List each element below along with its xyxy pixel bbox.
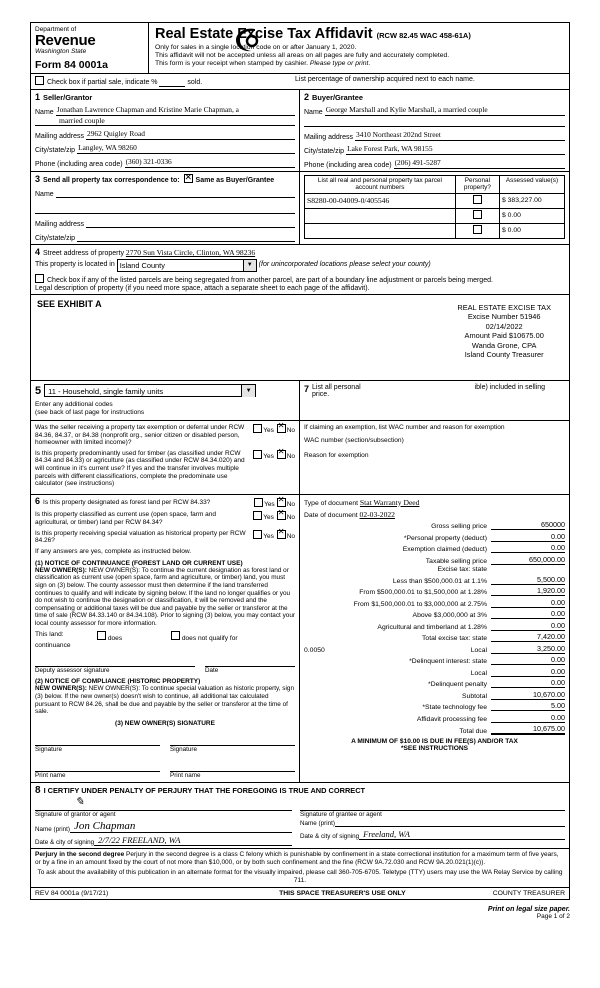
tax-correspondence-section bbox=[30, 172, 570, 245]
no-checkbox[interactable]: ✕ bbox=[277, 450, 286, 459]
question-followup-note: If any answers are yes, complete as instructed below. bbox=[35, 547, 192, 555]
document-date-input[interactable]: 02-03-2022 bbox=[359, 509, 395, 519]
yes-checkbox[interactable] bbox=[254, 498, 263, 507]
header-sub3: This form is your receipt when stamped by cashier. Please type or print. bbox=[155, 60, 371, 68]
page-number: Page 1 of 2 bbox=[536, 912, 570, 920]
delinquent-penalty-value: 0.00 bbox=[491, 678, 565, 688]
land-use-code-select[interactable]: 11 - Household, single family units ▼ bbox=[44, 384, 256, 397]
money-row: Subtotal 10,670.00 bbox=[462, 689, 565, 700]
affidavit-processing-fee-value: 0.00 bbox=[491, 713, 565, 723]
county-select[interactable]: Island County ▼ bbox=[117, 259, 257, 272]
money-row: Gross selling price 650000 bbox=[431, 520, 565, 531]
parcel-number-cell[interactable]: S8280-00-04009-0/405546 bbox=[305, 193, 456, 208]
personal-property-block: 7 List all personal ible) included in selling price. bbox=[304, 384, 545, 398]
header-sub1: Only for sales in a single location code on or after January 1, 2020. bbox=[155, 44, 357, 51]
question-tax-exemption: Was the seller receiving a property tax exemption or deferral under RCW 84.36, 84.37, or 84.38 (nonprofit org., senior citizen or disabled person, homeowner with limited income)? Yes ✕ No bbox=[35, 421, 295, 447]
revenue-logo-icon bbox=[233, 25, 261, 55]
local-tax-value: 3,250.00 bbox=[491, 644, 565, 654]
buyer-name-row: Name George Marshall and Kylie Marshall, a married couple bbox=[304, 105, 565, 116]
form-header bbox=[30, 22, 570, 73]
agency-block bbox=[31, 23, 149, 73]
new-owner-print-1-input[interactable] bbox=[35, 760, 160, 772]
buyer-city-row: City/state/zip Lake Forest Park, WA 98155 bbox=[304, 144, 565, 155]
seller-name-line2[interactable]: married couple bbox=[35, 116, 295, 126]
does-checkbox[interactable] bbox=[97, 631, 106, 640]
partial-sale-checkbox[interactable] bbox=[35, 76, 44, 85]
money-row: *State technology fee 5.00 bbox=[422, 701, 565, 712]
revenue-label: Revenue bbox=[35, 32, 96, 49]
personal-checkbox[interactable] bbox=[473, 195, 482, 204]
continuance-title-3: (3) NEW OWNER(S) SIGNATURE bbox=[115, 719, 215, 727]
page-title: Real Estate Excise Tax Affidavit (RCW 82.45 WAC 458-61A) bbox=[155, 26, 471, 42]
total-due-value: 10,675.00 bbox=[491, 724, 565, 735]
form-number: Form 84 0001a bbox=[35, 59, 108, 71]
no-checkbox[interactable]: ✕ bbox=[277, 530, 286, 539]
grantor-date-city-input[interactable]: 2/7/22 FREELAND, WA bbox=[94, 835, 292, 846]
segregated-checkbox[interactable] bbox=[35, 274, 44, 283]
corr-city-row: City/state/zip bbox=[35, 231, 295, 242]
money-row: Total due 10,675.00 bbox=[459, 724, 565, 736]
historic-yesno[interactable]: Yes ✕ No bbox=[252, 530, 295, 545]
grantor-name-print-input[interactable]: Jon Chapman bbox=[70, 820, 292, 833]
question-forest-land: 6 Is this property designated as forest land per RCW 84.33? Yes ✕ No bbox=[35, 494, 295, 508]
money-row: Above $3,000,000 at 3% 0.00 bbox=[412, 609, 565, 620]
tax-calculation-block bbox=[300, 495, 569, 782]
yes-checkbox[interactable] bbox=[253, 530, 262, 539]
no-checkbox[interactable]: ✕ bbox=[277, 511, 286, 520]
seller-heading: 1 Seller/Grantor bbox=[35, 92, 93, 102]
segregated-row: Check box if any of the listed parcels are being segregated from another parcel, are part of a boundary line adjustment or parcels being merged. bbox=[35, 274, 565, 284]
assessed-value-cell[interactable]: $ 0.00 bbox=[499, 223, 564, 238]
money-row: Local 0.00 bbox=[470, 666, 565, 677]
corr-name-row: Name bbox=[35, 187, 295, 198]
chevron-down-icon[interactable]: ▼ bbox=[243, 260, 256, 271]
perjury-line1: Perjury in the second degree Perjury in the second degree is a class C felony which is punishable by confinement in a state correctional institution for a maximum term of five years, or by a fine in an amount fixed by the court of not more than $10,000, or by both such confinement and the fine (RCW 9A.72.030 and RCW 9A.20.021(1)(c)). bbox=[35, 850, 559, 866]
corr-mailing-input[interactable] bbox=[86, 217, 295, 228]
money-row: Taxable selling price 650,000.00 bbox=[425, 554, 565, 565]
corr-mailing-row: Mailing address bbox=[35, 217, 295, 228]
unincorporated-note: (for unincorporated locations please select your county) bbox=[258, 261, 431, 268]
seller-mailing-row: Mailing address 2962 Quigley Road bbox=[35, 129, 295, 140]
new-owner-signature-2-input[interactable] bbox=[170, 734, 295, 746]
money-row: Affidavit processing fee 0.00 bbox=[416, 712, 565, 723]
partial-sale-row bbox=[30, 73, 570, 89]
designation-and-tax-section bbox=[30, 495, 570, 783]
money-row: Less than $500,000.01 at 1.1% 5,500.00 bbox=[392, 574, 565, 585]
question-current-use: Is this property classified as current use (open space, farm and agricultural, or timber) land per RCW 84.34? Yes ✕ No bbox=[35, 508, 295, 526]
table-row bbox=[305, 193, 565, 208]
yes-checkbox[interactable] bbox=[253, 511, 262, 520]
exemption-claimed-value[interactable]: 0.00 bbox=[491, 543, 565, 553]
seller-name-row: Name Jonathan Lawrence Chapman and Kristine Marie Chapman, a bbox=[35, 105, 295, 116]
street-address-input[interactable]: 2770 Sun Vista Circle, Clinton, WA 98236 bbox=[125, 248, 256, 257]
left-questions bbox=[31, 421, 300, 494]
tier3-value: 0.00 bbox=[491, 598, 565, 608]
personal-property-cell[interactable] bbox=[455, 193, 499, 208]
parties-section bbox=[30, 89, 570, 172]
personal-property-cell[interactable] bbox=[455, 223, 499, 238]
question-historic: Is this property receiving special valuation as historical property per RCW 84.26? Yes ✕ No bbox=[35, 526, 295, 545]
print-note: Print on legal size paper. Page 1 of 2 bbox=[30, 906, 570, 920]
money-row: *Delinquent penalty 0.00 bbox=[428, 678, 565, 689]
buyer-name-input[interactable]: George Marshall and Kylie Marshall, a married couple bbox=[325, 105, 565, 116]
buyer-mailing-input[interactable]: 3410 Northeast 202nd Street bbox=[355, 130, 565, 141]
personal-col-header: Personal property? bbox=[455, 176, 499, 194]
form-footer bbox=[30, 888, 570, 900]
continuance-title-1: (1) NOTICE OF CONTINUANCE (FOREST LAND OR CURRENT USE) bbox=[35, 559, 243, 567]
grantee-date-city-input[interactable]: Freeland, WA bbox=[359, 829, 565, 840]
document-type-row: Type of document Stat Warranty Deed bbox=[304, 497, 420, 507]
subtotal-value: 10,670.00 bbox=[491, 690, 565, 700]
money-row: Total excise tax: state 7,420.00 bbox=[422, 632, 565, 643]
legal-desc-note: Legal description of property (if you need more space, attach a separate sheet to each page of the affidavit). bbox=[35, 285, 370, 292]
street-address-row: 4 Street address of property 2770 Sun Vista Circle, Clinton, WA 98236 bbox=[35, 247, 256, 257]
continuance-title-2: (2) NOTICE OF COMPLIANCE (HISTORIC PROPERTY) bbox=[35, 678, 201, 686]
buyer-name-line2[interactable] bbox=[304, 116, 565, 127]
table-row bbox=[305, 223, 565, 238]
current-use-yesno[interactable]: Yes ✕ No bbox=[252, 511, 295, 526]
personal-property-cell[interactable] bbox=[455, 208, 499, 223]
legal-description-text: SEE EXHIBIT A bbox=[37, 299, 102, 309]
title-block bbox=[149, 23, 569, 71]
buyer-phone-row: Phone (including area code) (206) 491-5287 bbox=[304, 158, 565, 169]
header-sub2: This affidavit will not be accepted unless all areas on all pages are fully and accurately completed. bbox=[155, 52, 450, 60]
tier4-value: 0.00 bbox=[491, 609, 565, 619]
minimum-due-note: A MINIMUM OF $10.00 IS DUE IN FEE(S) AND/OR TAX bbox=[351, 738, 518, 746]
county-row: This property is located in Island County ▼ (for unincorporated locations please select your county) bbox=[35, 261, 431, 270]
yes-checkbox[interactable] bbox=[253, 450, 262, 459]
designation-block: 6 Is this property designated as forest land per RCW 84.33? Yes ✕ No Is this property classified as current use (open space, farm and agricultural, or timber) land per RCW 84.34? Yes ✕ No Is this property receiving special valuation as historical property per RCW 84.26? Yes ✕ No If any answers are yes, complete as instructed below. (1) NOTICE OF CONTINUANCE (FOREST LAND OR CURRENT USE) NEW OWNER(S): NEW OWNER(S): To continue the current designation as forest land or classification as current use (open space, farm and agriculture, or timber) land, you must sign on (3) below. The county assessor must then determine if the land transferred continues to qualify and will indicate by signing below. If the land no longer qualifies or you do not wish to continue the designation or classification, it will be removed and the compensating or additional taxes will be due and payable by the seller or transferor at the time of sale (RCW 84.33.140 or 84.34.108). Prior to signing (3) below, you may contact your local county assessor for more information. This land: does does not qualify for continuance Deputy assessor signature Date (2) NOTICE OF COMPLIANCE (HISTORIC PROPERTY) NEW OWNER(S): NEW OWNER(S): To continue special valuation as historic property, sign (3) below. If the new owner(s) doesn't wish to continue, all additional tax calculated pursuant to RCW 84.26, shall be due and payable by the seller or transferor at the time of sale. (3) NEW OWNER(S) SIGNATURE Signature Signature Print name Print name bbox=[31, 495, 300, 782]
corr-city-input[interactable] bbox=[77, 231, 295, 242]
assessed-value-cell[interactable]: $ 383,227.00 bbox=[499, 193, 564, 208]
same-as-buyer-checkbox[interactable]: ✕ bbox=[184, 172, 193, 182]
deputy-date-input[interactable] bbox=[205, 655, 295, 667]
use-code-block: 5 11 - Household, single family units ▼ Enter any additional codes (see back of last page for instructions bbox=[31, 381, 300, 420]
grantor-signature-input[interactable]: ✎ bbox=[35, 796, 292, 811]
see-instructions-note: *SEE INSTRUCTIONS bbox=[400, 745, 469, 753]
buyer-city-input[interactable]: Lake Forest Park, WA 98155 bbox=[346, 144, 565, 155]
buyer-heading: 2 Buyer/Grantee bbox=[304, 92, 363, 102]
document-date-row: Date of document 02-03-2022 bbox=[304, 509, 395, 519]
money-row: Excise tax: state bbox=[437, 566, 487, 574]
seller-city-input[interactable]: Langley, WA 98260 bbox=[77, 143, 295, 154]
exemption-line3[interactable]: Reason for exemption bbox=[304, 452, 369, 459]
affidavit-form bbox=[30, 22, 570, 920]
money-row: Agricultural and timberland at 1.28% 0.00 bbox=[377, 620, 565, 631]
does-not-checkbox[interactable] bbox=[171, 631, 180, 640]
deputy-assessor-signature-input[interactable] bbox=[35, 655, 195, 667]
seller-block bbox=[31, 90, 300, 171]
property-address-section bbox=[30, 245, 570, 295]
yes-checkbox[interactable] bbox=[253, 424, 262, 433]
assessed-value-cell[interactable]: $ 0.00 bbox=[499, 208, 564, 223]
use-code-note2: (see back of last page for instructions bbox=[35, 409, 145, 416]
buyer-phone-input[interactable]: (206) 491-5287 bbox=[394, 158, 565, 169]
new-owner-signature-1-input[interactable] bbox=[35, 734, 160, 746]
parcel-table-block bbox=[300, 172, 569, 244]
exemption-line1: If claiming an exemption, list WAC number and reason for exemption bbox=[304, 424, 505, 431]
continuance-text-1: NEW OWNER(S): NEW OWNER(S): To continue the current designation as forest land or classification as current use (open space, farm and agriculture, or timber) land, you must sign on (3) below. The county assessor must then determine if the land transferred continues to qualify and will indicate by signing below. If the land no longer qualifies or you do not wish to continue the designation or classification, it will be removed and the compensating or additional taxes will be due and payable by the seller or transferor at the time of sale (RCW 84.33.140 or 84.34.108). Prior to signing (3) below, you may contact your local county assessor for more information. bbox=[35, 566, 296, 627]
seller-mailing-input[interactable]: 2962 Quigley Road bbox=[86, 129, 295, 140]
exemption-line2[interactable]: WAC number (section/subsection) bbox=[304, 437, 404, 444]
money-row: Exemption claimed (deduct) 0.00 bbox=[402, 543, 565, 554]
exemption-claim-block bbox=[300, 421, 569, 494]
personal-property-deduct-value[interactable]: 0.00 bbox=[491, 532, 565, 542]
seller-phone-row: Phone (including area code) (360) 321-0336 bbox=[35, 157, 295, 168]
personal-checkbox[interactable] bbox=[473, 210, 482, 219]
buyer-block bbox=[300, 90, 569, 171]
certification-section bbox=[30, 783, 570, 849]
seller-city-row: City/state/zip Langley, WA 98260 bbox=[35, 143, 295, 154]
personal-checkbox[interactable] bbox=[473, 225, 482, 234]
question1-yesno[interactable]: Yes ✕ No bbox=[252, 424, 295, 447]
correspondence-heading: 3 Send all property tax correspondence to: ✕ Same as Buyer/Grantee bbox=[35, 172, 275, 184]
perjury-notice bbox=[30, 849, 570, 888]
grantee-name-print-input[interactable] bbox=[335, 826, 565, 827]
grantor-sign-block: ✎ Signature of grantor or agent Name (print) Jon Chapman Date & city of signing 2/7/22 FREELAND, WA bbox=[35, 796, 300, 846]
no-checkbox[interactable]: ✕ bbox=[277, 498, 286, 507]
grantee-signature-input[interactable] bbox=[300, 796, 565, 811]
state-label: Washington State bbox=[35, 48, 87, 55]
total-excise-state-value: 7,420.00 bbox=[491, 632, 565, 642]
corr-name-input[interactable] bbox=[56, 187, 295, 198]
parcel-col-header: List all real and personal property tax parcel account numbers bbox=[305, 176, 456, 194]
money-row: 0.0050 Local 3,250.00 bbox=[304, 643, 565, 654]
footer-county-treasurer: COUNTY TREASURER bbox=[492, 889, 565, 897]
title-rcw: (RCW 82.45 WAC 458-61A) bbox=[376, 31, 471, 40]
money-row: From $500,000.01 to $1,500,000 at 1.28% 1,920.00 bbox=[359, 586, 565, 597]
question2-yesno[interactable]: Yes ✕ No bbox=[252, 450, 295, 488]
seller-name-input[interactable]: Jonathan Lawrence Chapman and Kristine Marie Chapman, a bbox=[56, 105, 295, 116]
chevron-down-icon[interactable]: ▼ bbox=[241, 385, 255, 397]
corr-name-line2[interactable] bbox=[35, 203, 295, 214]
continuance-choice-row: This land: does does not qualify for bbox=[35, 631, 238, 643]
delinquent-interest-local-value: 0.00 bbox=[491, 667, 565, 677]
partial-sale-left: Check box if partial sale, indicate % sold. bbox=[35, 76, 295, 87]
treasurer-stamp: REAL ESTATE EXCISE TAX Excise Number 51946 02/14/2022 Amount Paid $10675.00 Wanda Grone, CPA Island County Treasurer bbox=[457, 303, 551, 360]
parcel-number-cell[interactable] bbox=[305, 208, 456, 223]
use-code-section bbox=[30, 381, 570, 421]
certification-heading: 8 I CERTIFY UNDER PENALTY OF PERJURY THAT THE FOREGOING IS TRUE AND CORRECT bbox=[35, 784, 366, 796]
no-checkbox[interactable]: ✕ bbox=[277, 424, 286, 433]
delinquent-interest-state-value: 0.00 bbox=[491, 655, 565, 665]
assessed-col-header: Assessed value(s) bbox=[499, 176, 564, 194]
forest-yesno[interactable]: Yes ✕ No bbox=[253, 498, 295, 509]
money-row: From $1,500,000.01 to $3,000,000 at 2.75% 0.00 bbox=[353, 597, 565, 608]
table-row bbox=[305, 208, 565, 223]
seller-phone-input[interactable]: (360) 321-0336 bbox=[125, 157, 295, 168]
exemption-questions-section bbox=[30, 421, 570, 495]
correspondence-block bbox=[31, 172, 300, 244]
partial-percent-input[interactable] bbox=[159, 79, 185, 87]
parcel-number-cell[interactable] bbox=[305, 223, 456, 238]
footer-treasurer-space: THIS SPACE TREASURER'S USE ONLY bbox=[279, 889, 406, 897]
money-row: *Delinquent interest: state 0.00 bbox=[409, 655, 565, 666]
buyer-mailing-row: Mailing address 3410 Northeast 202nd Street bbox=[304, 130, 565, 141]
tier2-value: 1,920.00 bbox=[491, 586, 565, 596]
ag-timber-value: 0.00 bbox=[491, 621, 565, 631]
taxable-selling-price-value: 650,000.00 bbox=[491, 555, 565, 565]
use-code-note1: Enter any additional codes bbox=[35, 401, 113, 408]
local-rate-code: 0.0050 bbox=[304, 646, 325, 654]
parcel-table bbox=[304, 175, 565, 239]
perjury-line2: To ask about the availability of this publication in an alternate format for the visually impaired, please call 360-705-6705. Teletype (TTY) users may use the WA Relay Service by calling 711. bbox=[37, 868, 563, 884]
document-type-input[interactable]: Stat Warranty Deed bbox=[359, 497, 420, 507]
gross-selling-price-value[interactable]: 650000 bbox=[491, 520, 565, 530]
new-owner-print-2-input[interactable] bbox=[170, 760, 295, 772]
grantee-sign-block: Signature of grantee or agent Name (print) Date & city of signing Freeland, WA bbox=[300, 796, 565, 846]
tier1-value: 5,500.00 bbox=[491, 575, 565, 585]
continuance-text-2: NEW OWNER(S): NEW OWNER(S): To continue special valuation as historic property, sign (3) below. If the new owner(s) doesn't wish to continue, all additional tax calculated pursuant to RCW 84.26, shall be due and payable by the seller or transferor at the time of sale. bbox=[35, 685, 295, 716]
department-label: Department of bbox=[35, 26, 77, 33]
question-timber-agriculture: Is this property predominantly used for timber (as classified under RCW 84.34 and 84.33) or agriculture (as classified under RCW 84.34.020) and will continue in it's current use? If yes and the transfer involves multiple parcels with different classifications, complete the predominate use calculator (see instructions) Yes ✕ No bbox=[35, 446, 295, 488]
continuance-label: continuance bbox=[35, 642, 71, 650]
partial-sale-right: List percentage of ownership acquired next to each name. bbox=[295, 76, 475, 83]
money-row: *Personal property (deduct) 0.00 bbox=[403, 531, 565, 542]
legal-description-box[interactable] bbox=[30, 295, 570, 381]
state-technology-fee-value: 5.00 bbox=[491, 701, 565, 711]
footer-revision: REV 84 0001a (9/17/21) bbox=[35, 889, 109, 897]
